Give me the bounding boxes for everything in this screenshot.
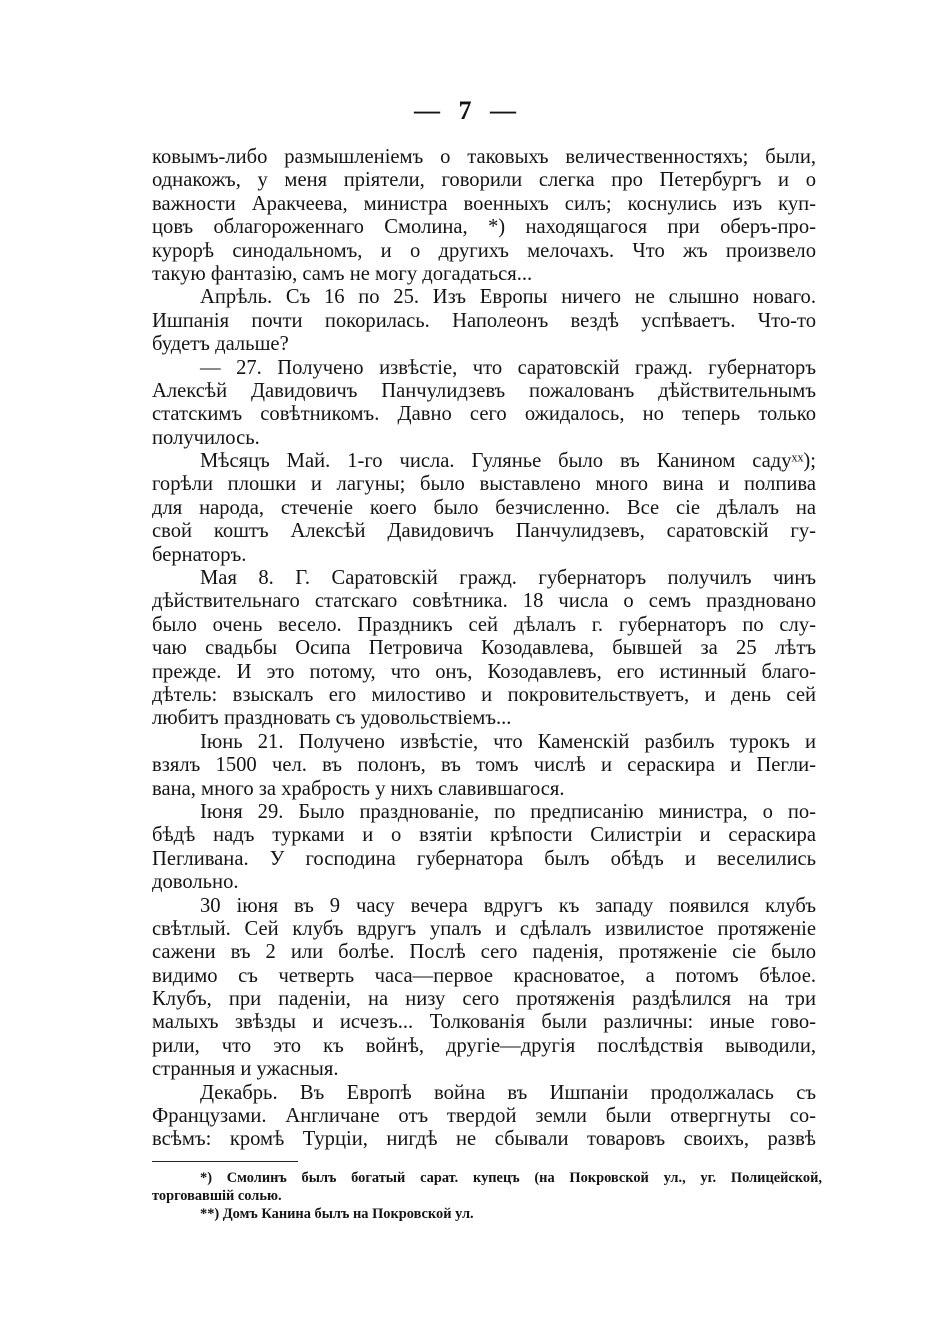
- text-line: свѣтлый. Сей клубъ вдругъ упалъ и сдѣлалъ извилистое протяженіе: [152, 917, 816, 940]
- text-line: сажени въ 2 или болѣе. Послѣ сего паденія, протяженіе сіе было: [152, 941, 816, 964]
- text-line: такую фантазію, самъ не могу догадаться...: [152, 262, 533, 285]
- text-line: видимо съ четверть часа—первое красноватое, а потомъ бѣлое.: [152, 964, 816, 987]
- text-line: Апрѣль. Съ 16 по 25. Изъ Европы ничего не слышно новаго.: [200, 286, 816, 309]
- text-line: вана, много за храбрость у нихъ славившагося.: [152, 777, 565, 800]
- text-line: Іюня 29. Было празднованіе, по предписанію министра, о по-: [200, 800, 816, 823]
- text-line: довольно.: [152, 871, 239, 894]
- text-line: дѣтель: взыскалъ его милостиво и покровительствуетъ, и день сей: [152, 683, 816, 706]
- footnote-line: торговавшій солью.: [152, 1188, 282, 1204]
- text-line: странныя и ужасныя.: [152, 1058, 339, 1081]
- text-line: Пегливана. У господина губернатора былъ обѣдъ и веселились: [152, 847, 816, 870]
- text-line: однакожъ, у меня пріятели, говорили слегка про Петербургъ и о: [152, 169, 816, 192]
- text-line: Алексѣй Давидовичъ Панчулидзевъ пожалованъ дѣйствительнымъ: [152, 379, 816, 402]
- text-line: — 27. Получено извѣстіе, что саратовскій гражд. губернаторъ: [200, 356, 816, 379]
- text-line: любитъ праздновать съ удовольствіемъ...: [152, 707, 512, 730]
- text-line: малыхъ звѣзды и исчезъ... Толкованія были различны: иные гово-: [152, 1011, 816, 1034]
- text-line: было очень весело. Праздникъ сей дѣлалъ г. губернаторъ по слу-: [152, 613, 816, 636]
- text-line: взялъ 1500 чел. въ полонъ, въ томъ числѣ и сераскира и Пегли-: [152, 754, 816, 777]
- text-line: курорѣ синодальномъ, и о другихъ мелочахъ. Что жъ произвело: [152, 239, 816, 262]
- main-text: [152, 146, 816, 1152]
- text-line: статскимъ совѣтникомъ. Давно сего ожидалось, но теперь только: [152, 403, 816, 426]
- text-line: бернаторъ.: [152, 543, 247, 566]
- text-line: всѣмъ: кромѣ Турціи, нигдѣ не сбывали товаровъ своихъ, развѣ: [152, 1128, 816, 1151]
- text-line: важности Аракчеева, министра военныхъ силъ; коснулись изъ куп-: [152, 192, 816, 215]
- text-line: Мая 8. Г. Саратовскій гражд. губернаторъ получилъ чинъ: [200, 567, 816, 590]
- text-line: Ишпанія почти покорилась. Наполеонъ вездѣ успѣваетъ. Что-то: [152, 309, 816, 332]
- text-line: 30 іюня въ 9 часу вечера вдругъ къ западу появился клубъ: [200, 894, 816, 917]
- text-line: рили, что это къ войнѣ, другіе—другія послѣдствія выводили,: [152, 1034, 816, 1057]
- footnote-divider: [152, 1161, 298, 1162]
- text-line: цовъ облагороженнаго Смолина, *) находящагося при оберъ-про-: [152, 216, 816, 239]
- text-line: для народа, стеченіе коего было безчисленно. Все сіе дѣлалъ на: [152, 496, 816, 519]
- footnote-line: **) Домъ Канина былъ на Покровской ул.: [200, 1206, 474, 1222]
- text-line: бѣдѣ надъ турками и о взятіи крѣпости Силистріи и сераскира: [152, 824, 816, 847]
- text-line: горѣли плошки и лагуны; было выставлено много вина и полпива: [152, 473, 816, 496]
- text-line: прежде. И это потому, что онъ, Козодавлевъ, его истинный благо-: [152, 660, 816, 683]
- footnotes: [152, 1169, 822, 1223]
- text-line: Мѣсяцъ Май. 1-го числа. Гулянье было въ Канином садуˣˣ);: [200, 450, 816, 473]
- text-line: получилось.: [152, 426, 260, 449]
- text-line: дѣйствительнаго статскаго совѣтника. 18 числа о семъ праздновано: [152, 590, 816, 613]
- text-line: Клубъ, при паденіи, на низу сего протяженія раздѣлился на три: [152, 988, 816, 1011]
- text-line: Французами. Англичане отъ твердой земли были отвергнуты со-: [152, 1105, 816, 1128]
- text-line: Іюнь 21. Получено извѣстіе, что Каменскій разбилъ турокъ и: [200, 730, 816, 753]
- page-number: — 7 —: [414, 96, 522, 125]
- footnote-line: *) Смолинъ былъ богатый сарат. купецъ (на Покровской ул., уг. Полицейской,: [200, 1170, 822, 1186]
- text-line: ковымъ-либо размышленіемъ о таковыхъ величественностяхъ; были,: [152, 146, 816, 168]
- text-line: будетъ дальше?: [152, 333, 289, 356]
- text-line: чаю свадьбы Осипа Петровича Козодавлева, бывшей за 25 лѣтъ: [152, 637, 816, 660]
- text-line: свой коштъ Алексѣй Давидовичъ Панчулидзевъ, саратовскій гу-: [152, 520, 816, 543]
- text-line: Декабрь. Въ Европѣ война въ Ишпаніи продолжалась съ: [200, 1081, 816, 1104]
